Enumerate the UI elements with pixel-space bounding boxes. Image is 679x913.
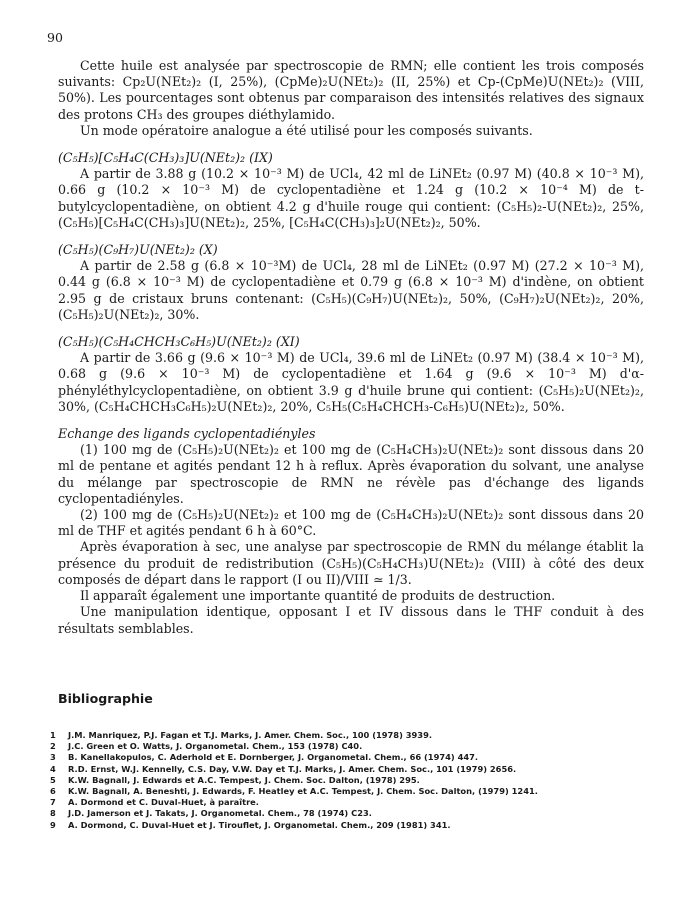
section-text-xi: A partir de 3.66 g (9.6 × 10⁻³ M) de UCl₄, 39.6 ml de LiNEt₂ (0.97 M) (38.4 × 10⁻³ M), 0.68 g (9.6 × 10⁻³ M) de cyclopentadiène et 1.64 g (9.6 × 10⁻³ M) d'α-phényléthylcyclopentadiène, on obtient 3.9 g d'huile brune qui contient: (C₅H₅)₂U(NEt₂)₂, 30%, (C₅H₄CHCH₃C₆H₅)₂U(NEt₂)₂, 20%, C₅H₅(C₅H₄CHCH₃-C₆H₅)U(NEt₂)₂, 50%. bbox=[58, 350, 644, 414]
echange-paragraph-1: (1) 100 mg de (C₅H₅)₂U(NEt₂)₂ et 100 mg de (C₅H₄CH₃)₂U(NEt₂)₂ sont dissous dans 20 ml de pentane et agités pendant 12 h à reflux. Après évaporation du solvant, une analyse du mélange par spectroscopie de RMN ne révèle pas d'échange des ligands cyclopentadiényles. bbox=[58, 442, 644, 506]
reference-item bbox=[50, 764, 650, 775]
reference-text: R.D. Ernst, W.J. Kennelly, C.S. Day, V.W. Day et T.J. Marks, J. Amer. Chem. Soc., 101 (1979) 2656. bbox=[68, 763, 517, 774]
echange-paragraph-4: Il apparaît également une importante quantité de produits de destruction. bbox=[80, 588, 556, 604]
section-heading-ix: (C₅H₅)[C₅H₄C(CH₃)₃]U(NEt₂)₂ (IX) bbox=[58, 150, 273, 166]
reference-text: K.W. Bagnall, A. Beneshti, J. Edwards, F. Heatley et A.C. Tempest, J. Chem. Soc. Dalton, (1979) 1241. bbox=[68, 786, 538, 797]
echange-paragraph-3: Après évaporation à sec, une analyse par spectroscopie de RMN du mélange établit la présence du produit de redistribution (C₅H₅)(C₅H₄CH₃)U(NEt₂)₂ (VIII) à côté des deux composés de départ dans le rapport (I ou II)/VIII ≃ 1/3. bbox=[58, 539, 644, 587]
reference-text: K.W. Bagnall, J. Edwards et A.C. Tempest, J. Chem. Soc. Dalton, (1978) 295. bbox=[68, 774, 420, 785]
reference-text: B. Kanellakopulos, C. Aderhold et E. Dornberger, J. Organometal. Chem., 66 (1974) 447. bbox=[68, 752, 479, 763]
paragraph-nmr-analysis: Cette huile est analysée par spectroscopie de RMN; elle contient les trois composés suivants: Cp₂U(NEt₂)₂ (I, 25%), (CpMe)₂U(NEt₂)₂ (II, 25%) et Cp-(CpMe)U(NEt₂)₂ (VIII, 50%). Les pourcentages sont obtenus par comparaison des intensités relatives des signaux des protons CH₃ des groupes diéthylamido. bbox=[58, 58, 644, 122]
bibliography-title: Bibliographie bbox=[58, 691, 153, 706]
reference-number: 8 bbox=[50, 808, 56, 819]
reference-number: 3 bbox=[50, 752, 56, 763]
reference-text: J.M. Manriquez, P.J. Fagan et T.J. Marks, J. Amer. Chem. Soc., 100 (1978) 3939. bbox=[68, 730, 433, 740]
section-text-x: A partir de 2.58 g (6.8 × 10⁻³M) de UCl₄, 28 ml de LiNEt₂ (0.97 M) (27.2 × 10⁻³ M), 0.44 g (6.8 × 10⁻³ M) de cyclopentadiène et 0.79 g (6.8 × 10⁻³ M) d'indène, on obtient 2.95 g de cristaux bruns contenant: (C₅H₅)(C₉H₇)U(NEt₂)₂, 50%, (C₉H₇)₂U(NEt₂)₂, 20%, (C₅H₅)₂U(NEt₂)₂, 30%. bbox=[58, 258, 644, 322]
paragraph-analogous-procedure: Un mode opératoire analogue a été utilisé pour les composés suivants. bbox=[80, 122, 533, 138]
page-body bbox=[58, 58, 644, 637]
reference-text: J.C. Green et O. Watts, J. Organometal. Chem., 153 (1978) C40. bbox=[68, 741, 363, 752]
reference-number: 7 bbox=[50, 797, 56, 808]
echange-paragraph-2: (2) 100 mg de (C₅H₅)₂U(NEt₂)₂ et 100 mg de (C₅H₄CH₃)₂U(NEt₂)₂ sont dissous dans 20 ml de THF et agités pendant 6 h à 60°C. bbox=[58, 507, 644, 539]
reference-number: 1 bbox=[50, 730, 56, 740]
reference-item bbox=[50, 730, 650, 741]
reference-number: 4 bbox=[50, 763, 56, 774]
reference-number: 6 bbox=[50, 786, 56, 797]
reference-item bbox=[50, 797, 650, 808]
reference-text: J.D. Jamerson et J. Takats, J. Organometal. Chem., 78 (1974) C23. bbox=[68, 808, 372, 819]
reference-number: 2 bbox=[50, 741, 56, 752]
echange-paragraph-5: Une manipulation identique, opposant I et IV dissous dans le THF conduit à des résultats semblables. bbox=[58, 604, 644, 636]
bibliography-list bbox=[50, 730, 650, 831]
echange-heading: Echange des ligands cyclopentadiényles bbox=[58, 426, 316, 442]
section-text-ix: A partir de 3.88 g (10.2 × 10⁻³ M) de UCl₄, 42 ml de LiNEt₂ (0.97 M) (40.8 × 10⁻³ M), 0.66 g (10.2 × 10⁻³ M) de cyclopentadiène et 1.24 g (10.2 × 10⁻⁴ M) de t-butylcyclopentadiène, on obtient 4.2 g d'huile rouge qui contient: (C₅H₅)₂-U(NEt₂)₂, 25%, (C₅H₅)[C₅H₄C(CH₃)₃]U(NEt₂)₂, 25%, [C₅H₄C(CH₃)₃]₂U(NEt₂)₂, 50%. bbox=[58, 166, 644, 230]
reference-item bbox=[50, 786, 650, 797]
page-number: 90 bbox=[47, 30, 63, 45]
section-heading-xi: (C₅H₅)(C₅H₄CHCH₃C₆H₅)U(NEt₂)₂ (XI) bbox=[58, 334, 300, 350]
reference-number: 9 bbox=[50, 819, 56, 830]
reference-text: A. Dormond, C. Duval-Huet et J. Tirouflet, J. Organometal. Chem., 209 (1981) 341. bbox=[68, 819, 451, 830]
section-heading-x: (C₅H₅)(C₉H₇)U(NEt₂)₂ (X) bbox=[58, 242, 218, 258]
reference-item bbox=[50, 752, 650, 763]
reference-text: A. Dormond et C. Duval-Huet, à paraître. bbox=[68, 797, 259, 808]
reference-item bbox=[50, 741, 650, 752]
reference-item bbox=[50, 808, 650, 819]
reference-number: 5 bbox=[50, 774, 56, 785]
reference-item bbox=[50, 820, 650, 831]
reference-item bbox=[50, 775, 650, 786]
